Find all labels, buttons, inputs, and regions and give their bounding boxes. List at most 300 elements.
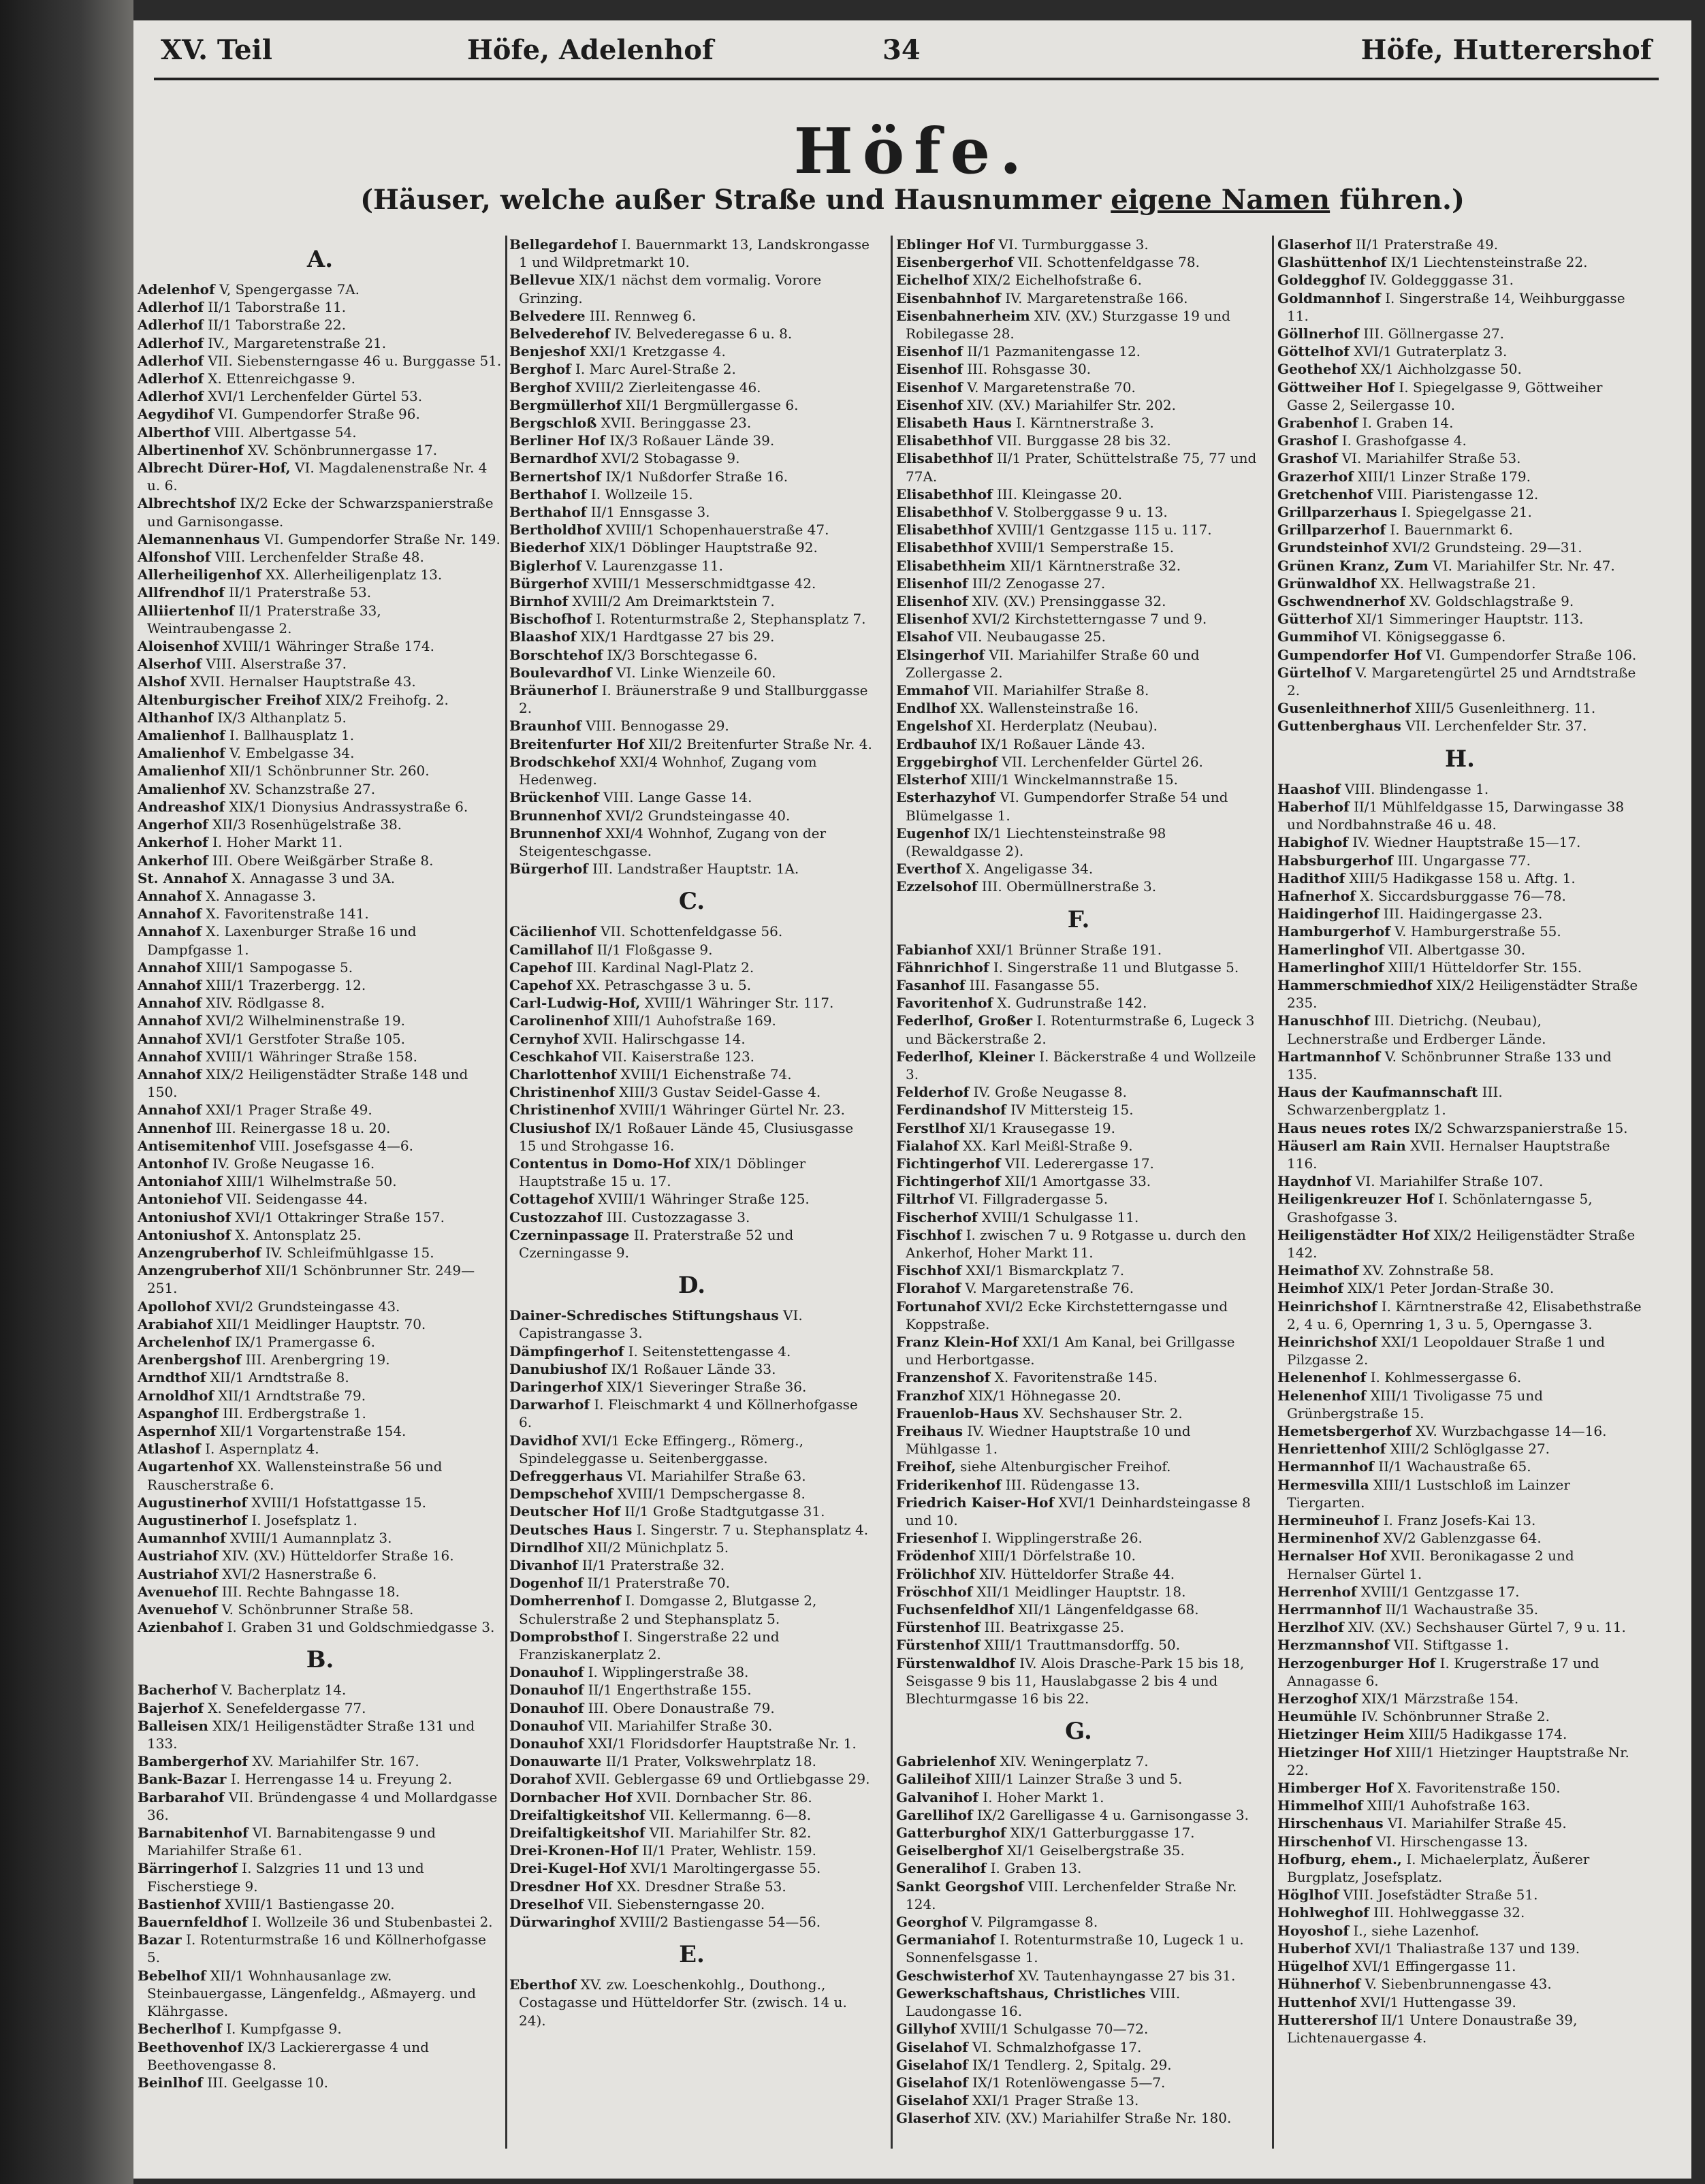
register-entry: [138, 798, 503, 816]
entry-name: Elsterhof: [896, 771, 967, 788]
register-entry: [896, 1155, 1261, 1172]
entry-name: Balleisen: [138, 1717, 208, 1734]
entry-address: VIII. Bennogasse 29.: [586, 718, 729, 735]
entry-address: VII. Siebensterngasse 20.: [588, 1895, 765, 1912]
entry-address: IV. Schleifmühlgasse 15.: [265, 1244, 434, 1261]
entry-name: Berthahof: [509, 485, 587, 502]
register-entry: [509, 717, 874, 735]
entry-address: XIX/2 Heiligenstädter Straße 148 und 150.: [147, 1065, 468, 1101]
entry-name: Hammerschmiedhof: [1277, 976, 1433, 993]
entry-address: XVIII/1 Eichenstraße 74.: [620, 1065, 792, 1082]
entry-address: XIII/1 Hietzinger Hauptstraße Nr. 22.: [1287, 1744, 1629, 1778]
entry-address: XIV. Rödlgasse 8.: [206, 995, 325, 1012]
register-entry: [509, 1101, 874, 1119]
register-entry: [509, 1735, 874, 1752]
register-entry: [138, 1387, 503, 1404]
register-entry: [896, 824, 1261, 860]
entry-address: XVII. Dornbacher Str. 86.: [636, 1788, 812, 1805]
entry-name: Haashof: [1277, 780, 1341, 797]
entry-address: I. Graben 14.: [1362, 415, 1454, 432]
entry-name: Breitenfurter Hof: [509, 735, 645, 752]
entry-address: XIX/1 Hardtgasse 27 bis 29.: [580, 628, 775, 645]
register-entry: [896, 592, 1261, 610]
register-entry: [896, 1298, 1261, 1333]
entry-address: V. Bacherplatz 14.: [221, 1682, 347, 1699]
register-entry: [896, 271, 1261, 289]
register-entry: [138, 1351, 503, 1368]
entry-address: I. Spiegelgasse 9, Göttweiher Gasse 2, Seilergasse 10.: [1287, 379, 1603, 413]
entry-name: Hamerlinghof: [1277, 941, 1384, 958]
entry-address: IX/1 Liechtensteinstraße 98 (Rewaldgasse 2).: [906, 824, 1166, 859]
entry-address: I. Fleischmarkt 4 und Köllnerhofgasse 6.: [519, 1396, 858, 1431]
section-letter: E.: [679, 1941, 705, 1969]
register-entry: [896, 994, 1261, 1012]
entry-name: Göttelhof: [1277, 343, 1350, 360]
register-entry: [1277, 1886, 1642, 1904]
entry-name: Fichtingerhof: [896, 1173, 1001, 1190]
entry-address: XIII/2 Schlöglgasse 27.: [1390, 1441, 1550, 1458]
register-entry: [1277, 253, 1642, 271]
entry-address: I. Salzgries 11 und 13 und Fischerstiege 9.: [147, 1860, 424, 1895]
register-entry: [509, 1788, 874, 1806]
entry-name: Grünen Kranz, Zum: [1277, 557, 1429, 574]
register-entry: [1277, 1601, 1642, 1618]
register-entry: [896, 521, 1261, 539]
entry-address: XVII. Geblergasse 69 und Ortliebgasse 29.: [575, 1771, 870, 1788]
entry-name: Geiselberghof: [896, 1842, 1003, 1859]
entry-address: I. Rotenturmstraße 10, Lugeck 1 u. Sonnenfelsgasse 1.: [906, 1931, 1244, 1966]
register-entry: [1277, 852, 1642, 869]
register-entry: [1277, 1083, 1642, 1119]
entry-address: VIII. Laudongasse 16.: [906, 1985, 1181, 2020]
entry-name: Alfonshof: [138, 549, 211, 566]
entry-name: Herzoghof: [1277, 1690, 1358, 1707]
entry-name: Alberthof: [138, 423, 210, 440]
register-entry: [1277, 432, 1642, 449]
entry-address: XII/1 Amortgasse 33.: [1004, 1173, 1151, 1190]
entry-address: IX/1 Rotenlöwengasse 5—7.: [972, 2074, 1166, 2091]
entry-name: Friesenhof: [896, 1530, 978, 1547]
register-entry: [896, 307, 1261, 342]
entry-name: Albrechtshof: [138, 495, 236, 512]
entry-name: Goldegghof: [1277, 272, 1366, 289]
entry-address: I. zwischen 7 u. 9 Rotgasse u. durch den Ankerhof, Hoher Markt 11.: [906, 1226, 1246, 1261]
entry-name: Antoniushof: [138, 1208, 232, 1225]
register-entry: [509, 941, 874, 959]
entry-name: Annahof: [138, 1065, 202, 1082]
register-entry: [896, 717, 1261, 735]
entry-address: XVIII/1 Schulgasse 11.: [981, 1208, 1139, 1225]
entry-name: Berghof: [509, 379, 571, 396]
entry-address: I. Wollzeile 36 und Stubenbastei 2.: [251, 1914, 493, 1931]
entry-address: V. Hamburgerstraße 55.: [1395, 923, 1561, 940]
register-entry: [138, 2038, 503, 2074]
register-entry: [896, 539, 1261, 556]
entry-name: Bellegardehof: [509, 236, 618, 253]
register-entry: [138, 1440, 503, 1458]
entry-address: II/1 Engerthstraße 155.: [588, 1682, 752, 1699]
register-entry: [1277, 2011, 1642, 2046]
register-entry: [509, 1717, 874, 1735]
entry-address: I. Graben 31 und Goldschmiedgasse 3.: [227, 1619, 495, 1636]
entry-address: XIII/5 Hadikgasse 158 u. Aftg. 1.: [1349, 869, 1576, 886]
register-entry: [896, 253, 1261, 271]
register-entry: [509, 1574, 874, 1592]
register-entry: [138, 583, 503, 601]
register-entry: [1277, 699, 1642, 717]
entry-address: IV., Margaretenstraße 21.: [208, 334, 387, 351]
register-entry: [1277, 869, 1642, 887]
entry-address: XVIII/1 Gentzgasse 17.: [1360, 1583, 1520, 1600]
entry-address: VII. Lerchenfelder Str. 37.: [1405, 718, 1587, 735]
register-entry: [138, 1583, 503, 1601]
entry-name: Höglhof: [1277, 1886, 1339, 1904]
entry-name: Guttenberghaus: [1277, 718, 1401, 735]
register-entry: [509, 539, 874, 556]
entry-name: Hernalser Hof: [1277, 1547, 1386, 1564]
entry-name: Grillparzerhaus: [1277, 504, 1397, 521]
entry-address: III. Geelgasse 10.: [207, 2074, 328, 2091]
entry-name: Eisenbahnhof: [896, 289, 1001, 306]
entry-name: Alshof: [138, 673, 186, 690]
register-entry: [509, 271, 874, 306]
register-entry: [509, 557, 874, 575]
register-entry: [509, 521, 874, 539]
entry-address: V. Margaretenstraße 70.: [967, 379, 1136, 396]
entry-name: Elsahof: [896, 628, 953, 645]
entry-address: XVIII/1 Währinger Straße 125.: [598, 1191, 810, 1208]
entry-address: XXI/1 Floridsdorfer Hauptstraße Nr. 1.: [588, 1735, 857, 1752]
entry-address: I. Hoher Markt 11.: [212, 834, 343, 851]
section-letter: D.: [678, 1272, 706, 1300]
register-entry: [138, 994, 503, 1012]
register-entry: [896, 788, 1261, 824]
entry-address: VIII. Alserstraße 37.: [206, 656, 347, 673]
entry-name: Fähnrichhof: [896, 959, 989, 976]
entry-name: Atlashof: [138, 1441, 201, 1458]
entry-name: Cottagehof: [509, 1191, 594, 1208]
running-header: [154, 29, 1659, 80]
entry-name: Hafnerhof: [1277, 887, 1356, 904]
entry-name: Andreashof: [138, 798, 225, 815]
register-entry: [138, 352, 503, 370]
entry-name: Dürwaringhof: [509, 1914, 616, 1931]
entry-address: IX/3 Roßauer Lände 39.: [609, 432, 775, 449]
entry-address: VI. Capistrangasse 3.: [519, 1307, 803, 1342]
entry-name: Eisenhof: [896, 343, 963, 360]
register-entry: [138, 887, 503, 905]
section-letter: G.: [1065, 1718, 1092, 1746]
entry-name: Aspanghof: [138, 1404, 219, 1422]
entry-address: XV. Sechshauser Str. 2.: [1023, 1404, 1183, 1422]
register-entry: [509, 1976, 874, 2029]
register-entry: [896, 1583, 1261, 1601]
register-entry: [1277, 1850, 1642, 1886]
entry-name: Erggebirghof: [896, 753, 998, 770]
entry-address: VI. Mariahilfer Straße 63.: [626, 1468, 806, 1484]
entry-address: VI. Königseggasse 6.: [1362, 628, 1506, 645]
entry-address: VII. Lederergasse 17.: [1004, 1155, 1154, 1172]
entry-address: XVIII/1 Währinger Gürtel Nr. 23.: [619, 1102, 845, 1119]
entry-address: VIII. Lerchenfelder Straße 48.: [214, 549, 424, 566]
entry-name: Beethovenhof: [138, 2038, 243, 2055]
entry-name: Annenhof: [138, 1119, 212, 1136]
register-entry: [138, 905, 503, 922]
register-entry: [509, 1467, 874, 1485]
entry-address: VII. Mariahilfer Straße 60 und Zollergasse 2.: [906, 646, 1200, 681]
entry-address: XIII/5 Gusenleithnerg. 11.: [1415, 700, 1596, 717]
register-entry: [509, 449, 874, 467]
entry-address: XVI/2 Hasnerstraße 6.: [222, 1565, 377, 1582]
entry-address: XIII/1 Linzer Straße 179.: [1358, 468, 1531, 485]
entry-address: XVI/2 Kirchstetterngasse 7 und 9.: [972, 611, 1207, 628]
register-entry: [138, 405, 503, 423]
entry-address: XXI/1 Brünner Straße 191.: [976, 941, 1162, 958]
entry-address: XIII/1 Sampogasse 5.: [206, 959, 353, 976]
entry-address: II/1 Große Stadtgutgasse 31.: [624, 1503, 825, 1520]
entry-address: III. Rennweg 6.: [589, 307, 697, 324]
entry-name: Bernertshof: [509, 468, 601, 485]
register-entry: [1277, 1298, 1642, 1333]
entry-address: I. Wipplingerstraße 38.: [588, 1664, 749, 1681]
register-entry: [509, 1226, 874, 1262]
entry-address: XX. Hellwagstraße 21.: [1380, 575, 1536, 592]
entry-name: Heiligenkreuzer Hof: [1277, 1191, 1434, 1208]
entry-name: Fasanhof: [896, 976, 966, 993]
subtitle-underlined: eigene Namen: [1111, 184, 1330, 216]
register-entry: [896, 646, 1261, 681]
column-1: [138, 236, 503, 2091]
entry-name: Donauhof: [509, 1699, 584, 1716]
entry-name: Giselahof: [896, 2092, 968, 2109]
entry-name: Herrenhof: [1277, 1583, 1357, 1600]
entry-name: Hermesvilla: [1277, 1476, 1369, 1493]
entry-name: Grazerhof: [1277, 468, 1354, 485]
entry-address: VII. Lerchenfelder Gürtel 26.: [1002, 753, 1203, 770]
register-entry: [509, 360, 874, 378]
entry-address: XIX/2 Heiligenstädter Straße 142.: [1287, 1226, 1636, 1261]
entry-name: Giselahof: [896, 2074, 968, 2091]
entry-name: Giselahof: [896, 2038, 968, 2055]
register-entry: [138, 1717, 503, 1752]
entry-name: Bazar: [138, 1931, 182, 1948]
entry-name: Elisabethhof: [896, 450, 993, 467]
register-entry: [896, 289, 1261, 307]
entry-address: XIII/1 Lustschloß im Lainzer Tiergarten.: [1287, 1476, 1570, 1511]
entry-name: Aumannhof: [138, 1530, 226, 1547]
entry-address: X. Favoritenstraße 150.: [1397, 1780, 1561, 1797]
register-entry: [896, 1931, 1261, 1966]
entry-address: VII. Mariahilfer Straße 30.: [588, 1717, 773, 1734]
entry-address: VII. Schottenfeldgasse 78.: [1017, 254, 1200, 271]
entry-address: XIX/1 Peter Jordan-Straße 30.: [1348, 1280, 1555, 1297]
entry-name: Everthof: [896, 861, 961, 878]
entry-name: Haus der Kaufmannschaft: [1277, 1084, 1478, 1101]
register-entry: [138, 370, 503, 387]
entry-address: XVII. Halirschgasse 14.: [583, 1030, 746, 1047]
register-entry: [138, 1529, 503, 1547]
entry-address: XVII. Beronikagasse 2 und Hernalser Gürtel 1.: [1287, 1547, 1574, 1582]
entry-address: XX. Wallensteinstraße 16.: [960, 700, 1139, 717]
entry-name: Glashüttenhof: [1277, 254, 1387, 271]
entry-name: Annahof: [138, 905, 202, 922]
entry-name: Elisenhof: [896, 593, 968, 610]
entry-address: II/1 Taborstraße 11.: [208, 299, 347, 316]
entry-name: Gummihof: [1277, 628, 1358, 645]
entry-address: XV/2 Gablenzgasse 64.: [1383, 1530, 1542, 1547]
entry-name: Hirschenhaus: [1277, 1815, 1384, 1832]
entry-address: I. Schönlaterngasse 5, Grashofgasse 3.: [1287, 1191, 1593, 1225]
entry-address: XV. Tautenhayngasse 27 bis 31.: [1018, 1967, 1236, 1984]
register-entry: [896, 1208, 1261, 1226]
register-entry: [1277, 360, 1642, 378]
entry-address: IX/1 Pramergasse 6.: [235, 1333, 376, 1350]
register-entry: [896, 1172, 1261, 1190]
entry-name: Adlerhof: [138, 370, 204, 387]
register-entry: [509, 788, 874, 806]
register-entry: [1277, 1583, 1642, 1601]
entry-name: Brunnenhof: [509, 824, 601, 841]
entry-name: Grashof: [1277, 432, 1338, 449]
register-entry: [1277, 1957, 1642, 1975]
entry-address: II/1 Mühlfeldgasse 15, Darwingasse 38 und Nordbahnstraße 46 u. 48.: [1287, 798, 1625, 833]
entry-name: Eichelhof: [896, 272, 969, 289]
register-entry: [138, 1101, 503, 1119]
entry-name: Alserhof: [138, 656, 202, 673]
entry-address: VI. Mariahilfer Straße 107.: [1355, 1173, 1544, 1190]
entry-address: XIV. (XV.) Mariahilfer Straße Nr. 180.: [974, 2110, 1232, 2127]
entry-address: XI. Herderplatz (Neubau).: [976, 718, 1158, 735]
entry-address: XVIII/1 Schopenhauerstraße 47.: [605, 521, 829, 539]
entry-name: Adlerhof: [138, 352, 204, 369]
entry-address: XVIII/1 Währinger Straße 174.: [223, 638, 434, 655]
entry-address: XVIII/1 Dempschergasse 8.: [617, 1486, 806, 1503]
entry-address: VI. Magdalenenstraße Nr. 4 u. 6.: [147, 460, 488, 494]
entry-address: VI. Mariahilfer Straße 53.: [1341, 450, 1521, 467]
entry-name: Garellihof: [896, 1806, 973, 1823]
entry-address: V. Schönbrunner Straße 133 und 135.: [1287, 1048, 1612, 1082]
entry-address: X. Senefeldergasse 77.: [208, 1699, 366, 1716]
entry-address: XIX/2 Freihofg. 2.: [325, 691, 449, 708]
entry-address: IV Mittersteig 15.: [1010, 1102, 1134, 1119]
register-entry: [138, 2020, 503, 2038]
entry-name: Antoniushof: [138, 1226, 232, 1243]
register-entry: [1277, 575, 1642, 592]
register-entry: [896, 753, 1261, 771]
entry-address: XVI/1 Ottakringer Straße 157.: [235, 1208, 445, 1225]
register-entry: [1277, 905, 1642, 922]
entry-name: Fischhof: [896, 1262, 962, 1279]
entry-name: Herminenhof: [1277, 1530, 1380, 1547]
entry-name: Anzengruberhof: [138, 1244, 261, 1261]
entry-address: IV. Alois Drasche-Park 15 bis 18, Seisgasse 9 bis 11, Hauslabgasse 2 bis 4 und Blechturmgasse 16 bis 22.: [906, 1654, 1245, 1707]
section-letter: H.: [1445, 745, 1475, 773]
entry-name: Bergschloß: [509, 415, 597, 432]
entry-address: XVI/2 Stobagasse 9.: [601, 450, 740, 467]
register-entry: [509, 860, 874, 878]
entry-name: Adlerhof: [138, 334, 204, 351]
register-entry: [509, 994, 874, 1012]
register-entry: [509, 1083, 874, 1101]
entry-address: I. Rotenturmstraße 6, Lugeck 3 und Bäckerstraße 2.: [906, 1012, 1255, 1047]
entry-address: I. Ballhausplatz 1.: [229, 727, 355, 744]
entry-address: XVIII/1 Währinger Straße 158.: [206, 1048, 417, 1065]
entry-address: XVI/2 Grundsteingasse 40.: [605, 807, 791, 824]
entry-address: XIX/1 Döblinger Hauptstraße 15 u. 17.: [519, 1155, 806, 1190]
register-entry: [138, 548, 503, 566]
entry-name: Angerhof: [138, 816, 208, 833]
entry-name: Azienbahof: [138, 1619, 223, 1636]
register-entry: [138, 1244, 503, 1262]
entry-address: VII. Neubaugasse 25.: [957, 628, 1106, 645]
entry-address: III. Göllnergasse 27.: [1363, 325, 1505, 342]
entry-address: I. Marc Aurel-Straße 2.: [575, 361, 736, 378]
entry-address: X. Laxenburger Straße 16 und Dampfgasse 1.: [147, 923, 417, 958]
register-entry: [138, 1048, 503, 1065]
entry-name: Annahof: [138, 995, 202, 1012]
register-entry: [138, 1824, 503, 1859]
entry-name: Albrecht Dürer-Hof,: [138, 460, 291, 477]
register-entry: [509, 1859, 874, 1877]
entry-name: Elisabethhof: [896, 539, 993, 556]
entry-address: siehe Altenburgischer Freihof.: [960, 1458, 1171, 1475]
register-entry: [1277, 1744, 1642, 1779]
entry-address: II/1 Untere Donaustraße 39, Lichtenauergasse 4.: [1287, 2011, 1578, 2046]
register-entry: [509, 1539, 874, 1556]
entry-name: Bastienhof: [138, 1895, 221, 1912]
register-entry: [138, 1494, 503, 1511]
register-entry: [138, 423, 503, 441]
register-entry: [896, 1618, 1261, 1636]
entry-address: XV. Zohnstraße 58.: [1363, 1262, 1495, 1279]
register-entry: [138, 1618, 503, 1636]
register-entry: [1277, 1422, 1642, 1440]
register-entry: [896, 557, 1261, 575]
entry-name: Annahof: [138, 1012, 202, 1029]
register-entry: [138, 1788, 503, 1824]
register-entry: [509, 753, 874, 788]
entry-address: XIX/2 Heiligenstädter Straße 235.: [1287, 976, 1638, 1012]
entry-name: Dreifaltigkeitshof: [509, 1825, 646, 1842]
entry-address: XII/1 Bergmüllergasse 6.: [626, 396, 799, 413]
register-entry: [896, 628, 1261, 645]
register-entry: [896, 1119, 1261, 1137]
entry-address: XIV. Weningerplatz 7.: [1000, 1753, 1149, 1770]
register-entry: [896, 503, 1261, 521]
entry-name: Hutterershof: [1277, 2011, 1377, 2028]
entry-address: I. Singerstr. 7 u. Stephansplatz 4.: [636, 1521, 869, 1538]
entry-name: Fuchsenfeldhof: [896, 1601, 1015, 1618]
entry-address: XII/1 Schönbrunner Str. 260.: [229, 762, 430, 780]
entry-address: IX/2 Schwarzspanierstraße 15.: [1414, 1119, 1628, 1136]
register-entry: [1277, 379, 1642, 414]
entry-name: Dogenhof: [509, 1575, 584, 1592]
register-entry: [1277, 289, 1642, 325]
entry-address: V. Siebenbrunnengasse 43.: [1365, 1976, 1552, 1993]
register-entry: [1277, 485, 1642, 503]
entry-address: I. Aspernplatz 4.: [205, 1441, 319, 1458]
register-entry: [509, 592, 874, 610]
entry-name: Hühnerhof: [1277, 1976, 1361, 1993]
register-entry: [138, 1511, 503, 1529]
register-entry: [1277, 1511, 1642, 1529]
entry-address: XX. Wallensteinstraße 56 und Rauscherstraße 6.: [147, 1458, 443, 1493]
entry-address: X. Favoritenstraße 141.: [206, 905, 369, 922]
register-entry: [138, 1226, 503, 1244]
entry-name: Czerninpassage: [509, 1226, 630, 1243]
register-entry: [138, 334, 503, 352]
entry-name: Fürstenwaldhof: [896, 1654, 1015, 1671]
